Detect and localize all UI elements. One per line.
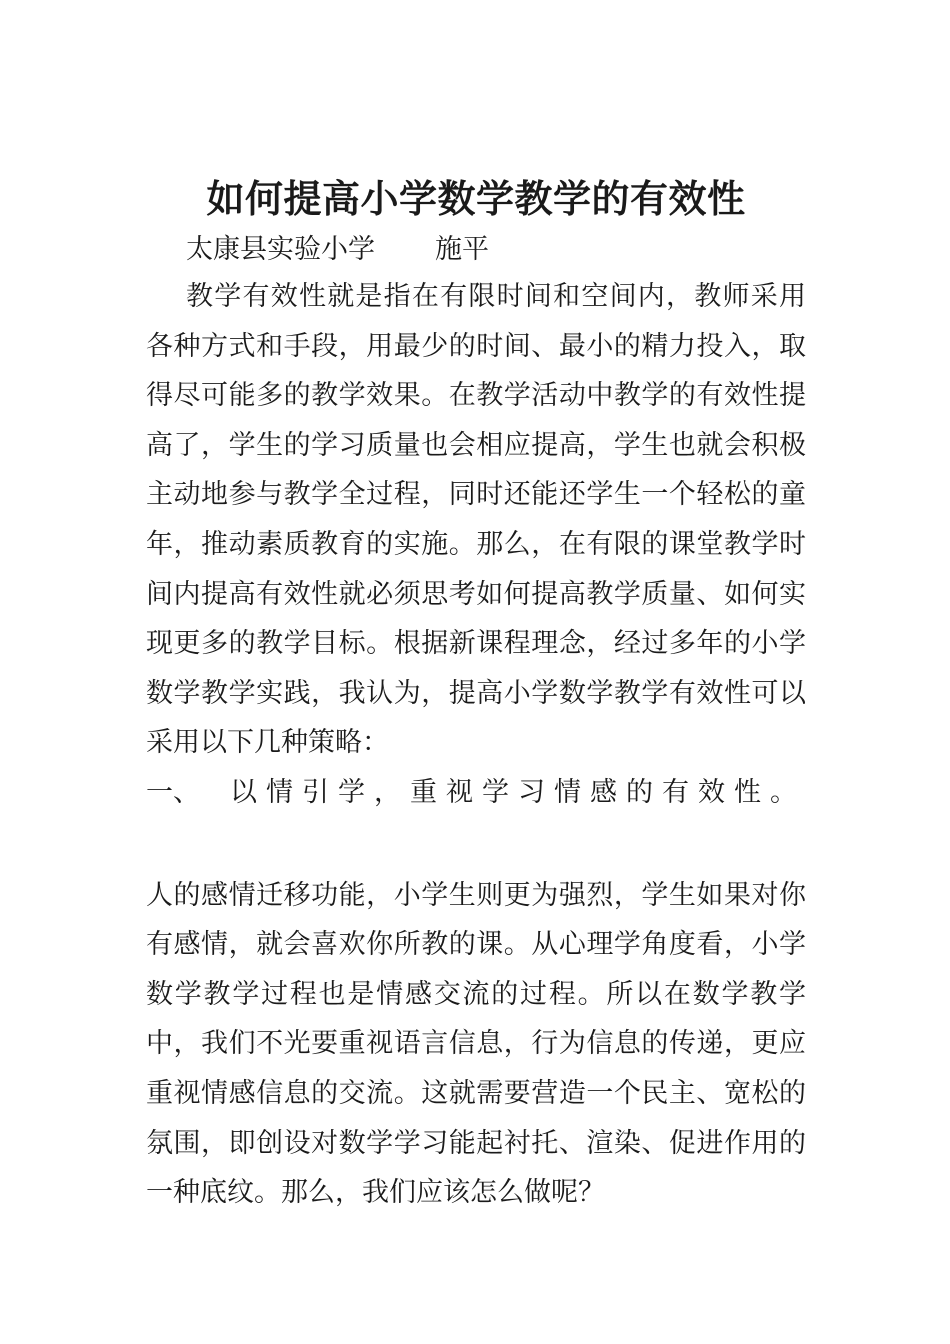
section-heading-text: 以情引学，重视学习情感的有效性。 xyxy=(230,776,806,808)
section-number: 一、 xyxy=(146,776,200,808)
author-name: 施平 xyxy=(435,234,489,265)
document-title: 如何提高小学数学教学的有效性 xyxy=(206,176,746,221)
section-body-paragraph: 人的感情迁移功能，小学生则更为强烈，学生如果对你有感情，就会喜欢你所教的课。从心理学角度看，小学数学教学过程也是情感交流的过程。所以在数学教学中，我们不光要重视语言信息，行为信息的传递，更应重视情感信息的交流。这就需要营造一个民主、宽松的氛围，即创设对数学学习能起衬托、渲染、促进作用的一种底纹。那么，我们应该怎么做呢？ xyxy=(146,879,806,1209)
document-page xyxy=(146,170,806,1218)
intro-paragraph: 教学有效性就是指在有限时间和空间内，教师采用各种方式和手段，用最少的时间、最小的精力投入，取得尽可能多的教学效果。在教学活动中教学的有效性提高了，学生的学习质量也会相应提高，学生也就会积极主动地参与教学全过程，同时还能还学生一个轻松的童年，推动素质教育的实施。那么，在有限的课堂教学时间内提高有效性就必须思考如何提高教学质量、如何实现更多的教学目标。根据新课程理念，经过多年的小学数学教学实践，我认为，提高小学数学教学有效性可以采用以下几种策略： xyxy=(146,281,806,759)
school-name: 太康县实验小学 xyxy=(186,234,375,265)
byline xyxy=(146,228,806,272)
blank-line xyxy=(146,818,806,871)
section-heading xyxy=(146,768,806,818)
